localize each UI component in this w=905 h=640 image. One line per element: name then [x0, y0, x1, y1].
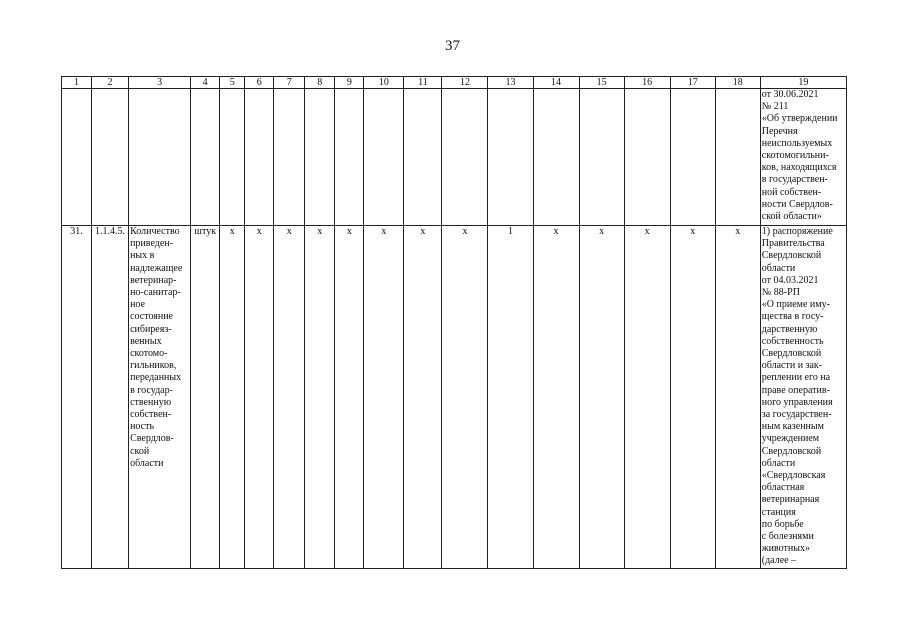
text-line: «Свердловская — [761, 470, 826, 482]
text-line: области — [130, 457, 164, 469]
value-cell: х — [220, 226, 245, 569]
value-cell: х — [442, 226, 488, 569]
text-line: ственную — [130, 396, 172, 408]
value-cell: х — [245, 226, 274, 569]
text-line: областная — [761, 482, 805, 494]
text-line: ных в — [130, 250, 155, 262]
value-cell: х — [364, 226, 404, 569]
header-cell: 12 — [442, 77, 488, 89]
text-line: неиспользуемых — [761, 137, 833, 149]
text-line: (далее – — [761, 555, 797, 567]
table-header-row — [62, 77, 847, 89]
value-cell: х — [335, 226, 364, 569]
text-line: в государствен- — [761, 174, 828, 186]
value-cell: х — [404, 226, 442, 569]
text-line: станция — [761, 506, 796, 518]
table-cell — [305, 89, 335, 226]
header-cell: 10 — [364, 77, 404, 89]
value-cell: 1 — [488, 226, 533, 569]
text-line: но-санитар- — [130, 287, 181, 299]
text-line: ности Свердлов- — [761, 198, 833, 210]
header-cell: 18 — [715, 77, 760, 89]
text-line: сибиреяз- — [130, 323, 172, 335]
text-line: за государствен- — [761, 409, 832, 421]
text-line: ного управления — [761, 396, 833, 408]
header-cell: 16 — [624, 77, 670, 89]
table-cell — [92, 89, 129, 226]
text-line: Перечня — [761, 125, 798, 137]
value-cell: х — [715, 226, 760, 569]
indicator-name-cell — [129, 226, 191, 569]
text-line: учреждением — [761, 433, 820, 445]
header-cell: 7 — [274, 77, 305, 89]
value-cell: х — [624, 226, 670, 569]
text-line: Количество — [130, 226, 180, 237]
legal-basis-cell — [760, 89, 846, 226]
text-line: № 88-РП — [761, 287, 800, 299]
header-cell: 14 — [533, 77, 579, 89]
table-cell — [220, 89, 245, 226]
text-line: ков, находящихся — [761, 162, 837, 174]
table-cell — [129, 89, 191, 226]
text-line: гильников, — [130, 360, 177, 372]
header-cell: 9 — [335, 77, 364, 89]
text-line: Свердлов- — [130, 433, 174, 445]
table-row — [62, 226, 847, 569]
unit-cell: штук — [191, 226, 220, 569]
text-line: дарственную — [761, 323, 818, 335]
text-line: скотомогильни- — [761, 150, 829, 162]
text-line: состояние — [130, 311, 173, 323]
table-cell — [245, 89, 274, 226]
text-line: области — [761, 262, 796, 274]
text-line: ветеринар- — [130, 274, 177, 286]
header-cell: 2 — [92, 77, 129, 89]
value-cell: х — [274, 226, 305, 569]
text-line: собственность — [761, 335, 824, 347]
table-cell — [579, 89, 624, 226]
header-cell: 13 — [488, 77, 533, 89]
value-cell: х — [670, 226, 715, 569]
text-line: ной собствен- — [761, 186, 822, 198]
text-line: 1) распоряжение — [761, 226, 833, 237]
value-cell: х — [579, 226, 624, 569]
text-line: «О приеме иму- — [761, 299, 830, 311]
header-cell: 15 — [579, 77, 624, 89]
header-cell: 6 — [245, 77, 274, 89]
text-line: скотомо- — [130, 348, 168, 360]
value-cell: х — [533, 226, 579, 569]
text-line: праве оператив- — [761, 384, 830, 396]
header-cell: 8 — [305, 77, 335, 89]
text-line: приведен- — [130, 238, 173, 250]
text-line: области и зак- — [761, 360, 823, 372]
legal-basis-cell — [760, 226, 846, 569]
text-line: ской — [130, 445, 150, 457]
text-line: Правительства — [761, 238, 825, 250]
text-line: ветеринарная — [761, 494, 820, 506]
table-cell — [274, 89, 305, 226]
text-line: щества в госу- — [761, 311, 824, 323]
table-cell — [335, 89, 364, 226]
text-line: в государ- — [130, 384, 173, 396]
table-cell — [442, 89, 488, 226]
text-line: от 04.03.2021 — [761, 274, 819, 286]
table-row — [62, 89, 847, 226]
table-cell — [488, 89, 533, 226]
table-cell — [404, 89, 442, 226]
text-line: № 211 — [761, 101, 789, 113]
text-line: Свердловской — [761, 348, 822, 360]
header-cell: 1 — [62, 77, 92, 89]
value-cell: х — [305, 226, 335, 569]
text-line: собствен- — [130, 409, 172, 421]
program-table — [61, 76, 847, 569]
table-cell — [715, 89, 760, 226]
text-line: «Об утверждении — [761, 113, 838, 125]
text-line: по борьбе — [761, 518, 804, 530]
text-line: реплении его на — [761, 372, 831, 384]
text-line: ность — [130, 421, 155, 433]
header-cell: 17 — [670, 77, 715, 89]
header-cell: 4 — [191, 77, 220, 89]
text-line: Свердловской — [761, 445, 822, 457]
page-number: 37 — [445, 38, 460, 54]
table-cell — [364, 89, 404, 226]
row-code-cell: 1.1.4.5. — [92, 226, 129, 569]
text-line: ное — [130, 299, 145, 311]
text-line: животных» — [761, 543, 810, 555]
table-cell — [191, 89, 220, 226]
header-cell: 19 — [760, 77, 846, 89]
table-cell — [670, 89, 715, 226]
header-cell: 3 — [129, 77, 191, 89]
table-cell — [62, 89, 92, 226]
text-line: венных — [130, 335, 162, 347]
row-number-cell: 31. — [62, 226, 92, 569]
text-line: области — [761, 457, 796, 469]
header-cell: 11 — [404, 77, 442, 89]
header-cell: 5 — [220, 77, 245, 89]
table-cell — [533, 89, 579, 226]
text-line: ным казенным — [761, 421, 824, 433]
table-cell — [624, 89, 670, 226]
text-line: надлежащее — [130, 262, 183, 274]
text-line: переданных — [130, 372, 182, 384]
text-line: Свердловской — [761, 250, 822, 262]
text-line: от 30.06.2021 — [761, 89, 819, 100]
text-line: ской области» — [761, 211, 822, 223]
text-line: с болезнями — [761, 531, 814, 543]
